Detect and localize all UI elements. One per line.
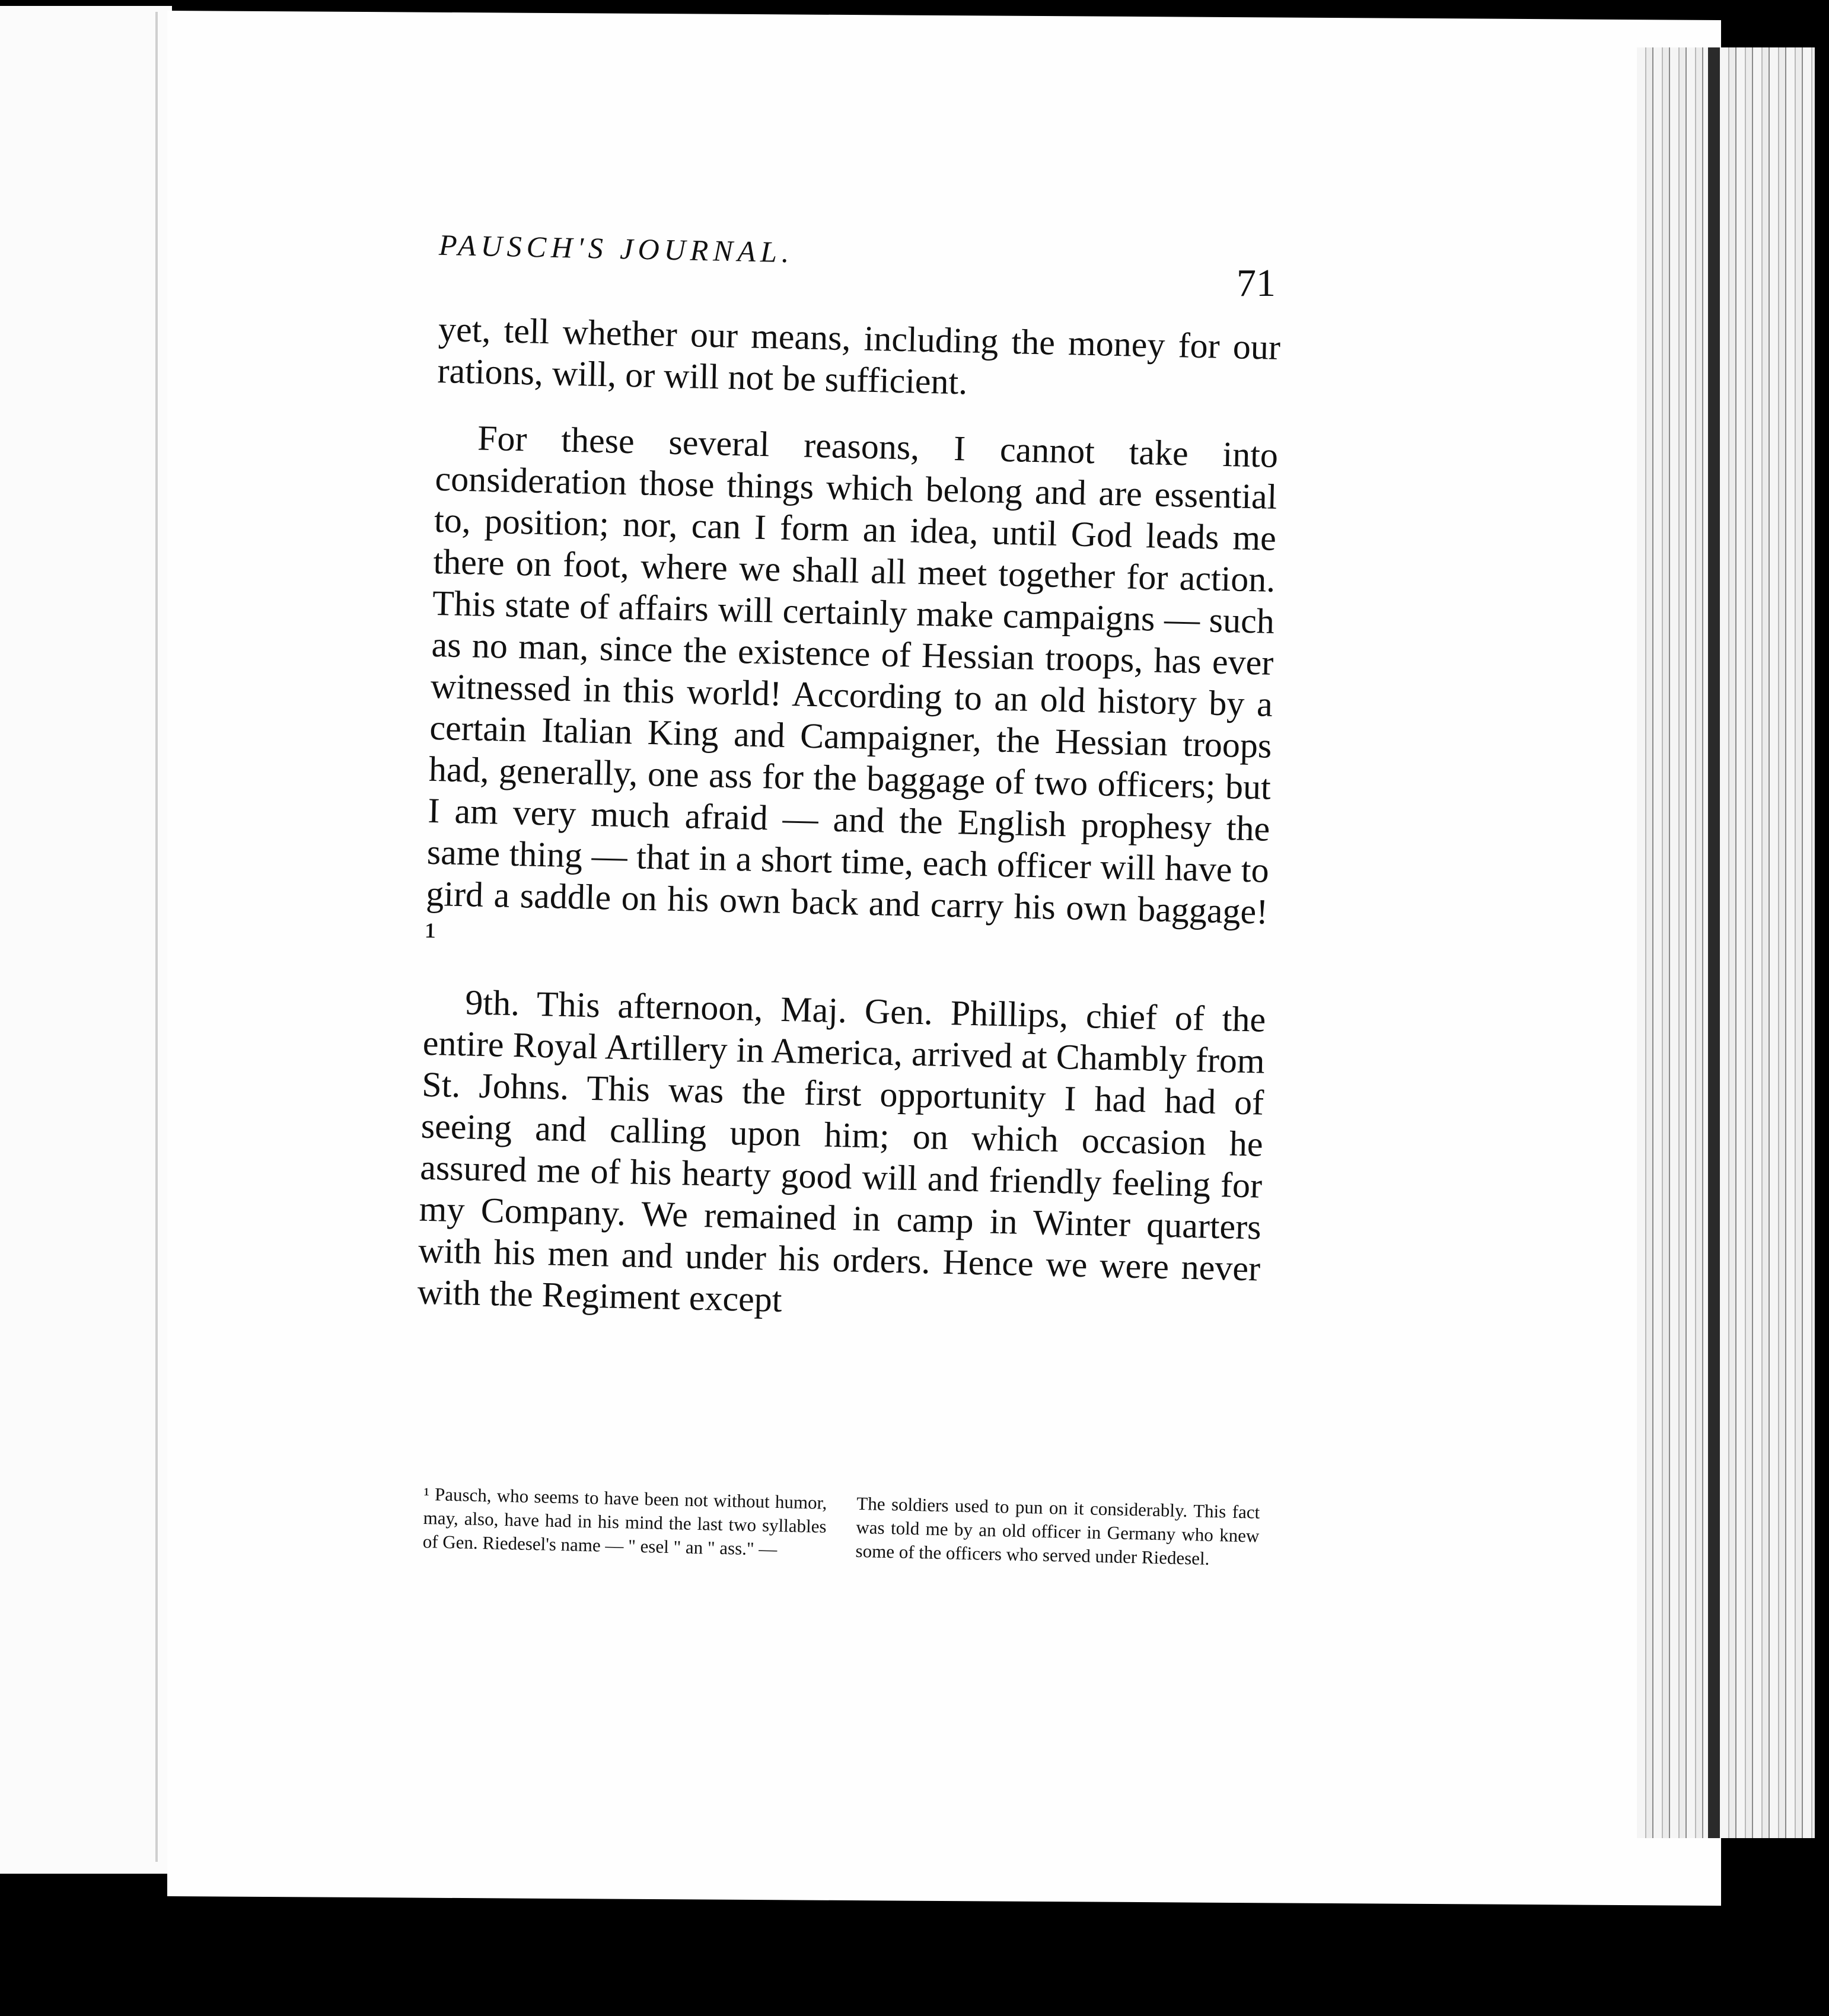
left-page [0, 6, 172, 1874]
paragraph-1: yet, tell whether our means, including the money for our rations, will, or will not be sufficient. [436, 309, 1281, 402]
footnote-right: The soldiers used to pun on it considerably. This fact was told me by an old officer in Germany who knew some of the officers who served under Riedesel. [855, 1492, 1260, 1569]
page-edges [1637, 47, 1815, 1838]
page-edges-shadow [1708, 47, 1720, 1838]
bottom-shadow [0, 1945, 1829, 2016]
footnote-left: ¹ Pausch, who seems to have been not without humor, may, also, have had in his mind the last two syllables of Gen. Riedesel's name — " esel " an " ass." — [422, 1483, 827, 1560]
page-number: 71 [1237, 261, 1276, 305]
paragraph-2: For these several reasons, I cannot take into consideration those things which belong and are essential to, position; nor, can I form an idea, until God leads me there on foot, where we shall all meet together for action. This state of affairs will certainly make campaigns — such as no man, since the existence of Hessian troops, has ever witnessed in this world! According to an old history by a certain Italian King and Campaigner, the Hessian troops had, generally, one ass for the baggage of two officers; but I am very much afraid — and the English prophesy the same thing — that in a short time, each officer will have to gird a saddle on his own back and carry his own baggage! ¹ [425, 418, 1279, 955]
running-head: PAUSCH'S JOURNAL. [438, 228, 795, 269]
paragraph-3: 9th. This afternoon, Maj. Gen. Phillips, chief of the entire Royal Artillery in America, arrived at Chambly from St. Johns. This was the first opportunity I had had of seeing and calling upon him; on which occasion he assured me of his hearty good will and friendly feeling for my Company. We remained in camp in Winter quarters with his men and under his orders. Hence we were never with the Regiment except [417, 983, 1266, 1320]
body-text [416, 308, 1281, 1356]
gutter-line [155, 12, 158, 1862]
